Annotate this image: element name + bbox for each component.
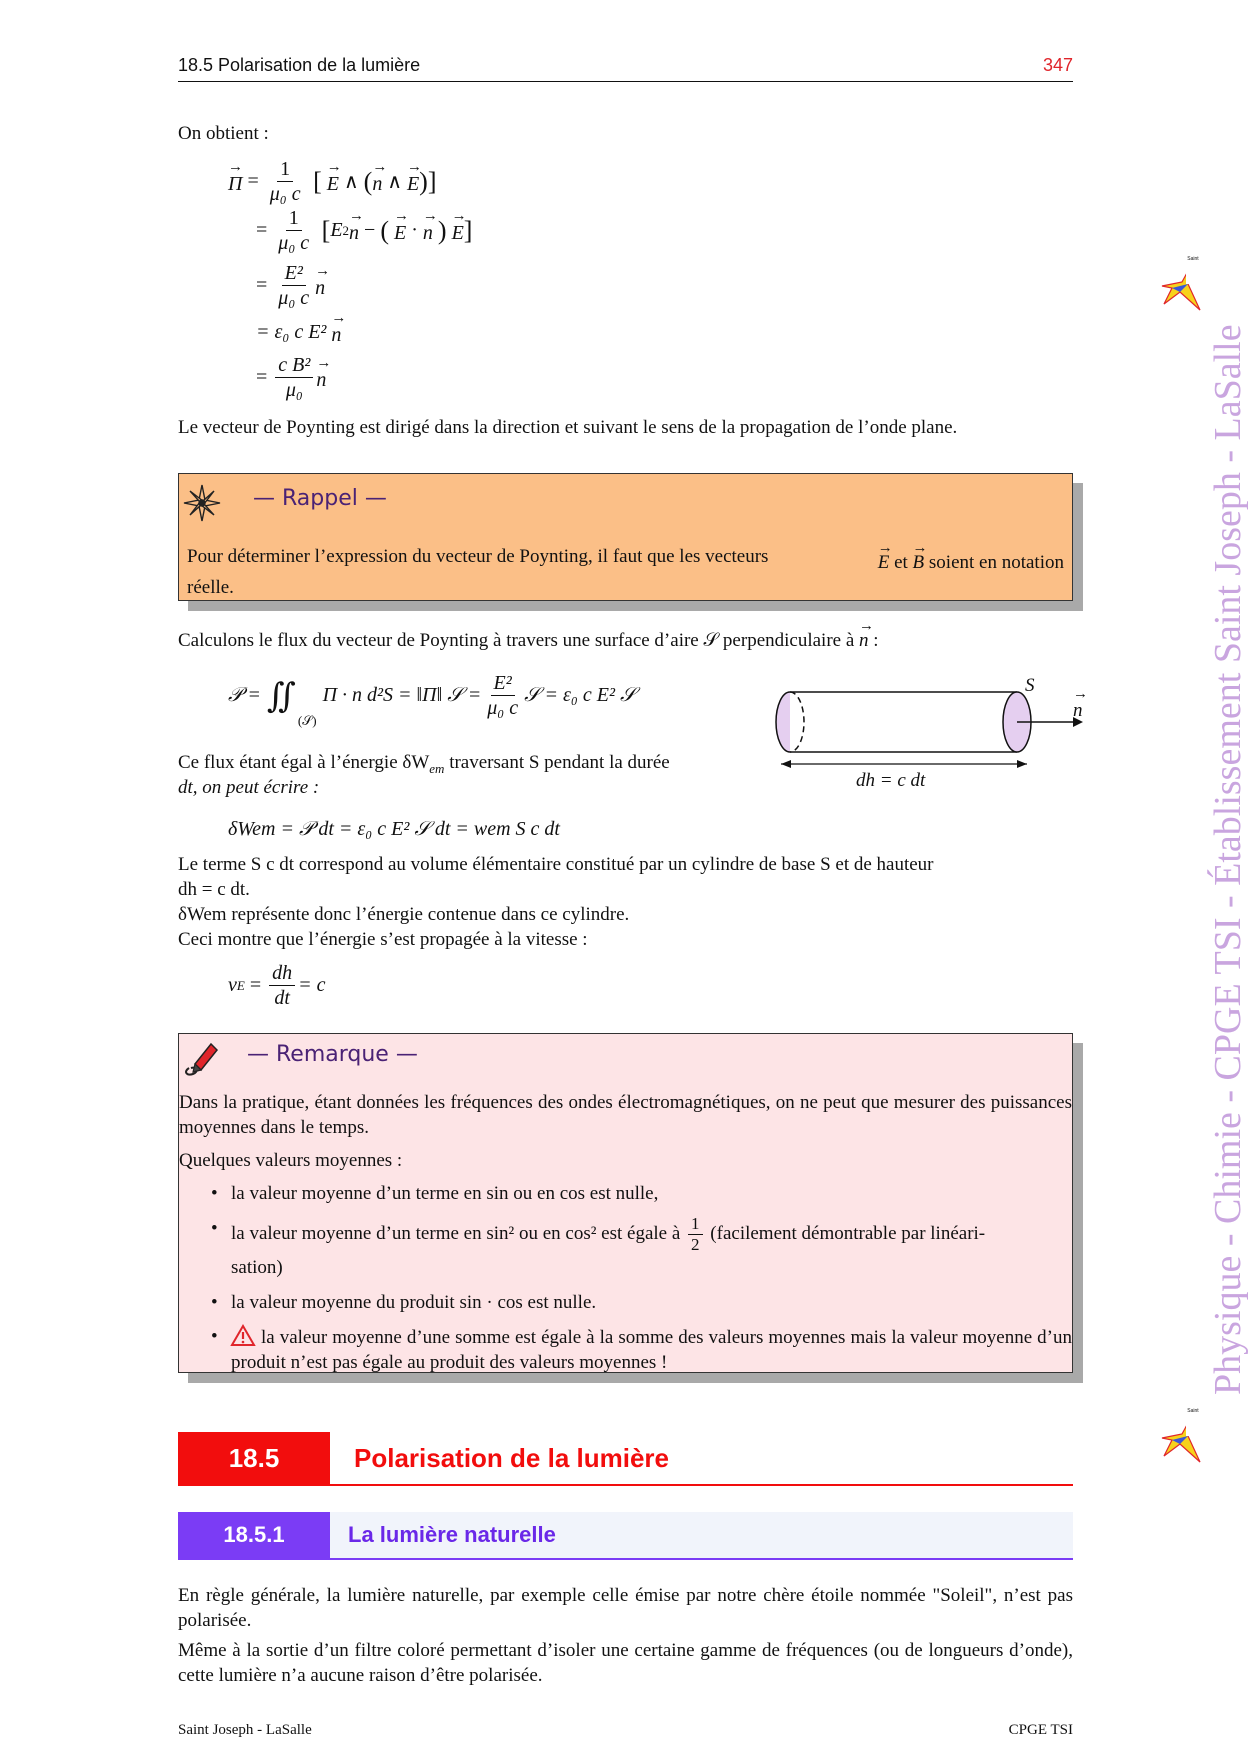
flux-equation: 𝒫 = ∬ (𝒮) Π · n d²S = ‖Π‖ 𝒮 = $\frac{\text{E²}}{\text{μ₀ c}}$ 𝒮 = ε₀ c E² 𝒮 (228, 672, 636, 728)
subsection-title: La lumière naturelle (330, 1512, 1073, 1558)
remarque-body (179, 1090, 1072, 1384)
footer-right: CPGE TSI (1008, 1722, 1073, 1738)
eq-frac-1: $\frac{1}{\text{μ₀ c}}$ (269, 158, 301, 205)
header-section: 18.5 Polarisation de la lumière (178, 55, 421, 75)
list-item: • la valeur moyenne du produit sin · cos est nulle. (179, 1290, 1072, 1315)
saint-joseph-logo-icon (1160, 252, 1204, 312)
list-item: • la valeur moyenne d’un terme en sin² ou en cos² est égale à $\frac{1}{2}$ (facilement démontrable par linéari- sation) (179, 1215, 1072, 1281)
eq-line-2: = $\frac{1}{\text{μ₀ c}}$ [ E 2 → n − ( → E · → n ) → E ] (256, 207, 472, 254)
remarque-title: — Remarque — (247, 1042, 418, 1067)
page-number: 347 (1042, 55, 1073, 75)
eq-pi-symbol: → Π (228, 167, 242, 196)
remarque-p2: Quelques valeurs moyennes : (179, 1150, 403, 1171)
eq-frac-2: $\frac{1}{\text{μ₀ c}}$ (278, 207, 310, 254)
eq-frac-3: $\frac{\text{E²}}{\text{μ₀ c}}$ (278, 262, 310, 309)
sidebar-vertical-text: Physique - Chimie - CPGE TSI - Établissement Saint Joseph - LaSalle (1207, 324, 1249, 1395)
remarque-p1: Dans la pratique, étant données les fréquences des ondes électromagnétiques, on ne peut que mesurer des puissances moyennes dans le temps. (179, 1092, 1072, 1138)
average-values-list (179, 1181, 1072, 1375)
cylinder-label-s: S (1025, 675, 1035, 696)
cylinder-label-n: → n (1073, 694, 1083, 722)
warning-icon (231, 1324, 255, 1346)
eq-line-1: → Π = $\frac{1}{\text{μ₀ c}}$ [ → E ∧ ( → n ∧ → E )] (228, 158, 437, 205)
section-heading (178, 1432, 1073, 1486)
eq-line-5: = $\frac{\text{c B²}}{\text{μ₀}}$ → n (256, 354, 326, 401)
eq-line-3: = $\frac{\text{E²}}{\text{μ₀ c}}$ → n (256, 262, 325, 309)
footer-left: Saint Joseph - LaSalle (178, 1722, 312, 1738)
intro-text: On obtient : (178, 123, 269, 144)
eq-frac-5: $\frac{\text{c B²}}{\text{μ₀}}$ (275, 354, 313, 401)
energy-equation: δWem = 𝒫 dt = ε₀ c E² 𝒮 dt = wem S c dt (228, 818, 560, 840)
rappel-body: Pour déterminer l’expression du vecteur de Poynting, il faut que les vecteurs → E et → B soient en notation réelle. (187, 544, 1064, 600)
subsection-heading (178, 1512, 1073, 1560)
rappel-box (178, 473, 1073, 601)
list-item: • la valeur moyenne d’un terme en sin ou en cos est nulle, (179, 1181, 1072, 1206)
list-item: • la valeur moyenne d’une somme est égale à la somme des valeurs moyennes mais la valeur moyenne d’un produit n’est pas égale au produit des valeurs moyennes ! (179, 1324, 1072, 1375)
natural-light-p1: En règle générale, la lumière naturelle, par exemple celle émise par notre chère étoile nommée "Soleil", n’est pas polarisée. (178, 1585, 1073, 1631)
svg-text:Saint: Saint (1187, 1408, 1199, 1414)
running-header (178, 55, 1073, 82)
natural-light-p2: Même à la sortie d’un filtre coloré permettant d’isoler une certaine gamme de fréquences (ou de longueurs d’onde), cette lumière n’a aucune raison d’être polarisée. (178, 1640, 1073, 1686)
speed-equation: v E = $\frac{dh}{dt}$ = c (228, 962, 326, 1009)
volume-text: Le terme S c dt correspond au volume élémentaire constitué par un cylindre de base S et de hauteur dh = c dt. δWem représente donc l’énergie contenue dans ce cylindre. Ceci montre que l’énergie s’est propagée à la vitesse : (178, 854, 934, 950)
flux-intro: Calculons le flux du vecteur de Poynting à travers une surface d’aire 𝒮 perpendiculaire à → n : (178, 622, 1073, 653)
poynting-direction-text: Le vecteur de Poynting est dirigé dans la direction et suivant le sens de la propagation de l’onde plane. (178, 417, 958, 438)
eq-line-4: = ε₀ c E² → n (256, 318, 341, 347)
saint-joseph-logo-icon (1160, 1404, 1204, 1464)
flux-energy-text: Ce flux étant égal à l’énergie $\delta W_{em}$ traversant S pendant la durée dt, on peut écrire : (178, 752, 670, 798)
compass-rose-icon (183, 484, 221, 522)
cylinder-label-dh: dh = c dt (856, 770, 926, 791)
rappel-title: — Rappel — (253, 486, 387, 511)
section-title: Polarisation de la lumière (354, 1443, 669, 1473)
pen-marker-icon (181, 1038, 221, 1078)
subsection-number: 18.5.1 (178, 1512, 330, 1558)
cylinder-left-face (776, 692, 790, 752)
section-number: 18.5 (178, 1432, 330, 1484)
remarque-box (178, 1033, 1073, 1373)
svg-text:Saint: Saint (1187, 256, 1199, 262)
